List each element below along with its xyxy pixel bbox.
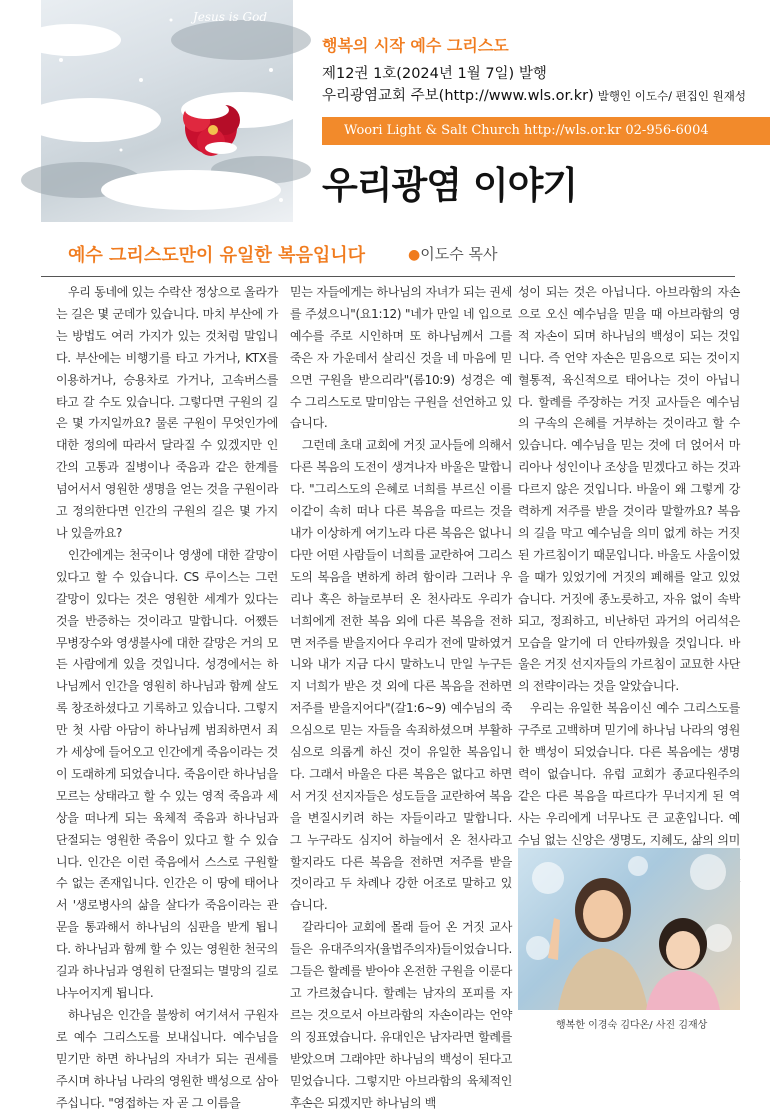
article-column-3 [518,282,740,850]
paragraph: 갈라디아 교회에 몰래 들어 온 거짓 교사들은 유대주의자(율법주의자)들이었습니다. 그들은 할례를 받아야 온전한 구원을 이룬다고 가르쳤습니다. 할례는 남자의 포피를 자르는 것으로서 아브라함의 자손이라는 언약의 징표였습니다. 유대인은 남자라면 할례를 받았으며 그래야만 하나님의 백성이 된다고 믿었습니다. 그렇지만 아브라함의 육체적인 후손은 되겠지만 하나님의 백 [290,920,512,1110]
bullet-icon: ● [408,247,421,263]
bulletin-url[interactable]: 우리광염교회 주보(http://www.wls.or.kr) [322,88,594,104]
divider [41,276,735,277]
paragraph: 하나님은 인간을 불쌍히 여기셔서 구원자로 예수 그리스도를 보내십니다. 예수님을 믿기만 하면 하나님의 자녀가 되는 권세를 주시며 하나님 나라의 영원한 백성으로 삼아주십니다. "영접하는 자 곧 그 이름을 [56,1007,278,1110]
newsletter-title: 우리광염 이야기 [322,164,578,207]
article-title: 예수 그리스도만이 유일한 복음입니다 [68,245,366,266]
church-contact-bar: Woori Light & Salt Church http://wls.or.kr 02-956-6004 [322,117,770,145]
hero-image [41,0,293,222]
article-column-2 [290,282,512,1114]
paragraph: 성이 되는 것은 아닙니다. 아브라함의 자손으로 오신 예수님을 믿을 때 아브라함의 영적 자손이 되며 하나님의 백성이 되는 것입니다. 즉 언약 자손은 믿음으로 되는 것이지 혈통적, 육신적으로 태어나는 것이 아닙니다. 할례를 주장하는 거짓 교사들은 예수님의 구속의 은혜를 거부하는 것이라고 할 수 있습니다. 예수님을 믿는 것에 더 얹어서 마리아나 성인이나 조상을 믿겠다고 하는 것과 다르지 않은 것입니다. 바울이 왜 그렇게 강력하게 저주를 받을 것이라 말할까요? 복음의 길을 막고 예수님을 의미 없게 하는 거짓된 가르침이기 때문입니다. 바울도 사울이었을 때가 있었기에 거짓의 폐해를 알고 있었습니다. 거짓에 종노릇하고, 자유 없이 속박되고, 정죄하고, 비난하던 과거의 어리석은 모습을 알기에 더 안타까웠을 것입니다. 바울은 거짓 선지자들의 가르침이 교묘한 사단의 전략이라는 것을 알았습니다. [518,285,740,694]
article-author [408,243,497,264]
paragraph: 그런데 초대 교회에 거짓 교사들에 의해서 다른 복음의 도전이 생겨나자 바울은 말합니다. "그리스도의 은혜로 너희를 부르신 이를 이같이 속히 떠나 다른 복음을 따르는 것을 내가 이상하게 여기노라 다른 복음은 없나니 다만 어떤 사람들이 너희를 교란하여 그리스도의 복음을 변하게 하려 함이라 그러나 우리나 혹은 하늘로부터 온 천사라도 우리가 너희에게 전한 복음 외에 다른 복음을 전하면 저주를 받을지어다 우리가 전에 말하였거니와 내가 지금 다시 말하노니 만일 누구든지 너희가 받은 것 외에 다른 복음을 전하면 저주를 받을지어다"(갈1:6~9) 예수님의 죽으심으로 믿는 자들을 속죄하셨으며 부활하심으로 의롭게 하신 것이 유일한 복음입니다. 그래서 바울은 다른 복음은 없다고 하면서 거짓 선지자들은 성도들을 교란하여 복음을 변질시키려 하는 자들이라고 말합니다. 그 누구라도 심지어 하늘에서 온 천사라고 할지라도 다른 복음을 전하면 저주를 받을 것이라고 두 차례나 강한 어조로 말하고 있습니다. [290,438,512,913]
paragraph: 인간에게는 천국이나 영생에 대한 갈망이 있다고 할 수 있습니다. CS 루이스는 그런 갈망이 있다는 것은 영원한 세계가 있다는 것을 반증하는 것이라고 말합니다. 어쨌든 무병장수와 영생불사에 대한 갈망은 거의 모든 사람에게 있을 것입니다. 성경에서는 하나님께서 인간을 영원히 하나님과 함께 살도록 창조하셨다고 기록하고 있습니다. 그렇지만 첫 사람 아담이 하나님께 범죄하면서 죄가 세상에 들어오고 인간에게 죽음이라는 것이 도래하게 되었습니다. 죽음이란 하나님을 모르는 상태라고 할 수 있는 영적 죽음과 세상을 떠나게 되는 육체적 죽음과 하나님과 단절되는 영원한 죽음이 있다고 할 수 있습니다. 인간은 이런 죽음에서 스스로 구원할 수 없는 존재입니다. 인간은 이 땅에 태어나서 '생로병사의 삶을 살다가 죽음이라는 관문을 통과해서 하나님의 심판을 받게 됩니다. 하나님과 함께 할 수 있는 영원한 천국의 길과 하나님과 영원히 단절되는 멸망의 길로 나누어지게 됩니다. [56,547,278,1000]
author-name: 이도수 목사 [420,245,498,263]
photo-caption: 행복한 이경숙 김다온/ 사진 김재상 [556,1020,708,1031]
publisher-line [322,84,746,105]
snow-flower-illustration [41,0,293,222]
editor-credits: 발행인 이도수/ 편집인 원재성 [597,89,746,103]
family-photo [518,848,740,1010]
paragraph: 우리 동네에 있는 수락산 정상으로 올라가는 길은 몇 군데가 있습니다. 마치 부산에 가는 방법도 여러 가지가 있는 것처럼 말입니다. 부산에는 비행기를 타고 가거나, KTX를 이용하거나, 승용차로 가거나, 고속버스를 타고 갈 수도 있습니다. 그렇다면 구원의 길은 몇 가지일까요? 물론 구원이 무엇인가에 대한 정의에 따라서 달라질 수 있겠지만 인간의 고통과 질병이나 죽음과 같은 한계를 넘어서서 영원한 생명을 얻는 것을 구원이라고 정의한다면 인간의 구원의 길은 몇 가지나 있을까요? [56,285,278,540]
paragraph: 우리는 유일한 복음이신 예수 그리스도를 구주로 고백하며 믿기에 하나님 나라의 영원한 백성이 되었습니다. 다른 복음에는 생명력이 없습니다. 유럽 교회가 종교다원주의 같은 다른 복음을 따르다가 무너지게 된 역사는 우리에게 너무나도 큰 교훈입니다. 예수님 없는 신앙은 생명도, 지혜도, 삶의 의미 [518,701,740,847]
paragraph: 믿는 자들에게는 하나님의 자녀가 되는 권세를 주셨으니"(요1:12) "네가 만일 네 입으로 예수를 주로 시인하며 또 하나님께서 그를 죽은 자 가운데서 살리신 것을 네 마음에 믿으면 구원을 받으리라"(롬10:9) 성경은 예수 그리스도로 말미암는 구원을 선언하고 있습니다. [290,285,512,431]
article-column-1 [56,282,278,1114]
photo-illustration [518,848,740,1010]
issue-line: 제12권 1호(2024년 1월 7일) 발행 [322,66,547,82]
hero-tagline: Jesus is God [192,10,267,24]
series-title: 행복의 시작 예수 그리스도 [322,36,509,55]
